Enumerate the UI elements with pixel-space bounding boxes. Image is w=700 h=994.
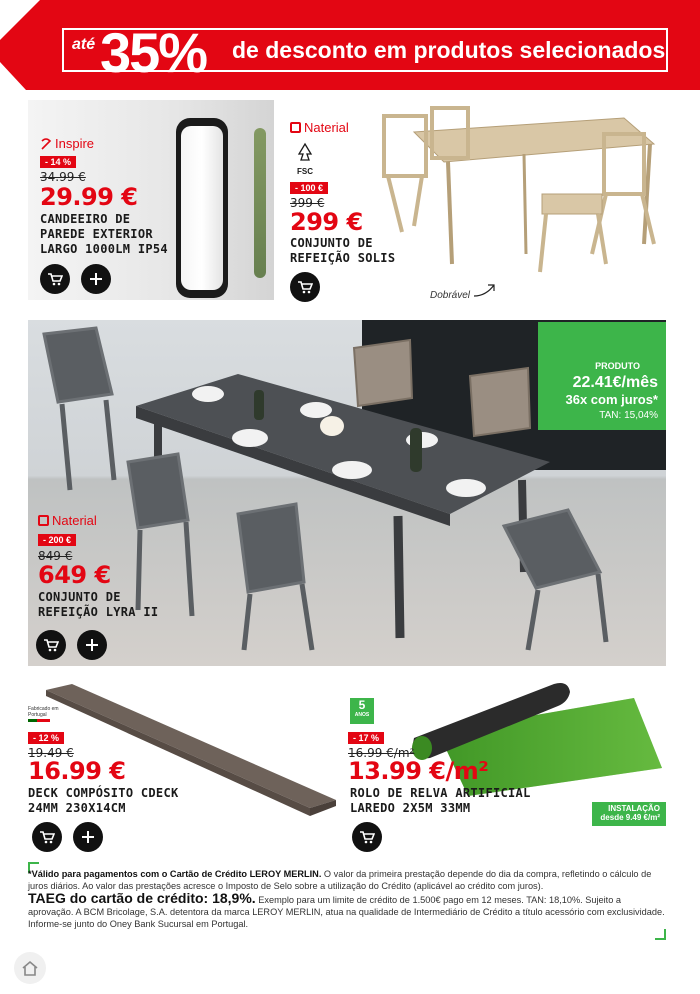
solis-brand-label: Naterial <box>304 120 349 135</box>
lamp-name <box>40 212 168 257</box>
grass-name <box>350 786 531 816</box>
promo-banner <box>0 0 700 90</box>
corner-mark-icon <box>654 928 666 940</box>
lyra-brand <box>38 513 97 528</box>
solis-discount-badge: - 100 € <box>290 182 328 194</box>
portugal-flag-icon <box>28 719 50 722</box>
lamp-add-to-cart-button[interactable] <box>40 264 70 294</box>
grass-add-to-cart-button[interactable] <box>352 822 382 852</box>
legal-paragraph-1 <box>28 868 668 892</box>
deck-name-line1: DECK COMPÓSITO CDECK <box>28 786 179 800</box>
fsc-label <box>290 142 320 176</box>
lyra-discount-badge: - 200 € <box>38 534 76 546</box>
legal-paragraph-2 <box>28 892 668 930</box>
lyra-price: 649 € <box>38 561 111 589</box>
warranty-years: 5 <box>358 698 366 712</box>
warranty-label: ANOS <box>354 712 370 718</box>
lyra-old-price: 849 € <box>38 549 73 563</box>
taeg-label: TAEG do cartão de crédito: 18,9%. <box>28 890 256 906</box>
lamp-brand-label: Inspire <box>55 136 95 151</box>
banner-percent: 35% <box>100 21 207 84</box>
finance-box <box>538 322 666 430</box>
naterial-logo-icon <box>290 122 301 133</box>
solis-price: 299 € <box>290 208 363 236</box>
grass-name-line1: ROLO DE RELVA ARTIFICIAL <box>350 786 531 800</box>
lamp-old-price: 34.99 € <box>40 170 86 184</box>
home-icon <box>21 960 39 976</box>
fsc-icon <box>295 142 315 162</box>
lamp-name-line3: LARGO 1000LM IP54 <box>40 242 168 256</box>
solis-name-line1: CONJUNTO DE <box>290 236 373 250</box>
plus-icon <box>85 638 99 652</box>
arrow-icon <box>472 282 498 300</box>
made-in-label <box>28 706 62 722</box>
installation-price: desde 9.49 €/m² <box>600 813 660 822</box>
deck-add-to-list-button[interactable] <box>73 822 103 852</box>
solis-add-to-cart-button[interactable] <box>290 272 320 302</box>
plus-icon <box>81 830 95 844</box>
grass-discount-badge: - 17 % <box>348 732 384 744</box>
lamp-add-to-list-button[interactable] <box>81 264 111 294</box>
lamp-discount-badge: - 14 % <box>40 156 76 168</box>
plus-icon <box>89 272 103 286</box>
cart-icon <box>359 830 375 844</box>
lamp-name-line1: CANDEEIRO DE <box>40 212 131 226</box>
cart-icon <box>39 830 55 844</box>
deck-old-price: 19.49 € <box>28 746 74 760</box>
finance-tan: TAN: 15,04% <box>599 410 658 421</box>
grass-old-price: 16.99 €/m² <box>348 746 415 760</box>
finance-terms: 36x com juros* <box>565 392 658 407</box>
solis-brand <box>290 120 349 135</box>
grass-price: 13.99 €/m² <box>348 757 489 785</box>
installation-box <box>592 802 666 826</box>
solis-old-price: 399 € <box>290 196 325 210</box>
cart-icon <box>47 272 63 286</box>
lyra-name-line1: CONJUNTO DE <box>38 590 121 604</box>
legal-text-2: Exemplo para um limite de crédito de 1.500€ pago em 12 meses. TAN: 18,10%. Sujeito a aprovação. A BCM Bricolage, S.A. detentora da marca LEROY MERLIN, atua na qualidade de Intermediário de Crédito a título acessório com exclusividade. Informe-se junto do Oney Bank Sucursal em Portugal. <box>28 895 665 929</box>
legal-intro: *Válido para pagamentos com o Cartão de Crédito LEROY MERLIN. <box>28 869 322 879</box>
banner-text: de desconto em produtos selecionados <box>232 37 666 63</box>
lyra-add-to-list-button[interactable] <box>77 630 107 660</box>
installation-label: INSTALAÇÃO <box>608 804 660 813</box>
legal-text-1: O valor da primeira prestação depende do dia da compra, refletindo o cálculo de juros diários. Ao valor das prestações acresce o Imposto de Selo sobre a utilização do Crédito (aplicável ao crédito com juros). <box>28 869 652 891</box>
deck-name <box>28 786 179 816</box>
finance-monthly: 22.41€/mês <box>572 374 658 391</box>
deck-name-line2: 24MM 230X14CM <box>28 801 126 815</box>
fsc-text: FSC <box>297 167 313 176</box>
deck-price: 16.99 € <box>28 757 126 785</box>
lamp-price: 29.99 € <box>40 183 138 211</box>
made-in-text: Fabricado em Portugal <box>28 706 59 718</box>
deck-add-to-cart-button[interactable] <box>32 822 62 852</box>
grass-name-line2: LAREDO 2X5M 33MM <box>350 801 471 815</box>
legal-footer <box>28 868 668 930</box>
cart-icon <box>297 280 313 294</box>
deck-discount-badge: - 12 % <box>28 732 64 744</box>
lyra-brand-label: Naterial <box>52 513 97 528</box>
lyra-name <box>38 590 158 620</box>
warranty-badge <box>350 698 374 724</box>
lyra-add-to-cart-button[interactable] <box>36 630 66 660</box>
finance-label: PRODUTO <box>595 361 640 371</box>
naterial-logo-icon <box>38 515 49 526</box>
cart-icon <box>43 638 59 652</box>
lyra-name-line2: REFEIÇÃO LYRA II <box>38 605 159 619</box>
solis-image <box>374 104 674 280</box>
lamp-name-line2: PAREDE EXTERIOR <box>40 227 153 241</box>
solis-annotation: Dobrável <box>430 290 471 301</box>
inspire-logo-icon <box>40 138 52 150</box>
solis-name-line2: REFEIÇÃO SOLIS <box>290 251 396 265</box>
banner-prefix: até <box>72 36 96 53</box>
lamp-brand <box>40 136 94 151</box>
home-button[interactable] <box>14 952 46 984</box>
